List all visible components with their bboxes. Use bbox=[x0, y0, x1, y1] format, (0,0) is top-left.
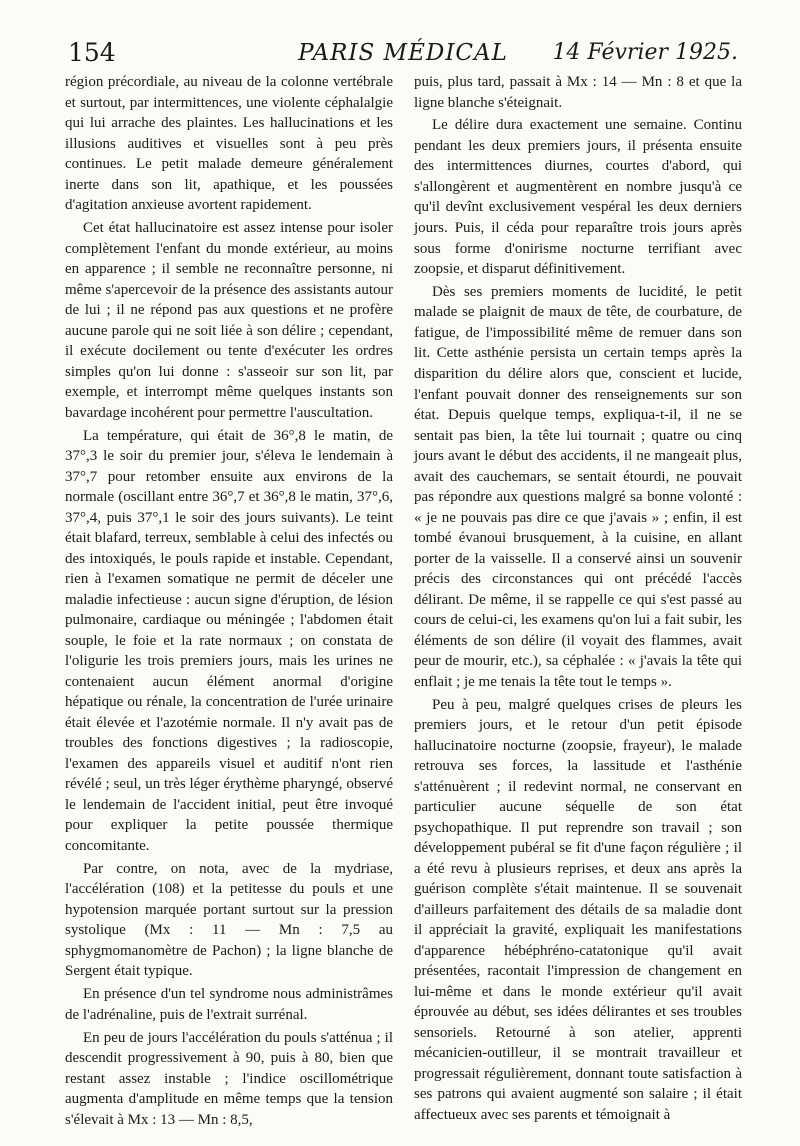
left-column bbox=[65, 72, 393, 1133]
paragraph: puis, plus tard, passait à Mx : 14 — Mn : 8 et que la ligne blanche s'éteignait. bbox=[414, 74, 742, 111]
paragraph: Le délire dura exactement une semaine. Continu pendant les deux premiers jours, il présenta ensuite des intermittences diurnes, courtes d'abord, qui s'allongèrent et augmentèrent en nombre jusqu'à ce qu'il devînt exclusivement vespéral les deux derniers jours. Puis, il céda pour reparaître trois jours après sous forme d'onirisme nocturne terrifiant avec zoopsie, et disparut définitivement. bbox=[414, 117, 742, 278]
paragraph: Par contre, on nota, avec de la mydriase, l'accélération (108) et la petitesse du pouls et une hypotension marquée portant surtout sur la pression systolique (Mx : 11 — Mn : 7,5 au sphygmomanomètre de Pachon) ; la ligne blanche de Sergent était typique. bbox=[65, 860, 393, 980]
paragraph: Peu à peu, malgré quelques crises de pleurs les premiers jours, et le retour d'un petit épisode hallucinatoire nocturne (zoopsie, frayeur), le malade retrouva ses forces, la lassitude et l'asthénie s'atténuèrent ; il redevint normal, ne conservant en particulier aucune séquelle de son état psychopathique. Il put reprendre son travail ; son développement pubéral se fit d'une façon régulière ; il a été revu à plusieurs reprises, et deux ans après la guérison complète s'était maintenue. Il se souvenait d'ailleurs parfaitement des détails de sa maladie dont il appréciait la gravité, expliquait les manifestations d'apparence hébéphréno-catatonique qu'il avait présentées, racontait l'impression de changement en lui-même et dans le monde extérieur qu'il avait éprouvée au début, ses idées délirantes et ses troubles sensoriels. Retourné à son atelier, apprenti mécanicien-outilleur, il se montrait travailleur et progressait régulièrement, donnant toute satisfaction à ses patrons qui avaient augmenté son salaire ; il était affectueux avec ses parents et témoignait à bbox=[414, 696, 742, 1123]
paragraph: En présence d'un tel syndrome nous administrâmes de l'adrénaline, puis de l'extrait surrénal. bbox=[65, 986, 393, 1023]
journal-title: PARIS MÉDICAL bbox=[298, 40, 508, 66]
paragraph: En peu de jours l'accélération du pouls s'atténua ; il descendit progressivement à 90, puis à 80, bien que restant assez instable ; l'indice oscillométrique augmenta d'amplitude en même temps que la tension s'élevait à Mx : 13 — Mn : 8,5, bbox=[65, 1029, 393, 1128]
page-header bbox=[68, 38, 738, 68]
paragraph: Cet état hallucinatoire est assez intense pour isoler complètement l'enfant du monde extérieur, au moins en apparence ; il semble ne reconnaître personne, ni même s'apercevoir de la présence des assistants autour de lui ; il ne répond pas aux questions et ne profère aucune parole qui ne soit liée à son délire ; cependant, il exécute docilement ou tente d'exécuter les ordres simples qu'on lui donne : s'asseoir sur son lit, par exemple, et interrompt même quelques instants son bavardage incohérent pour permettre l'auscultation. bbox=[65, 220, 393, 421]
paragraph: Dès ses premiers moments de lucidité, le petit malade se plaignit de maux de tête, de courbature, de fatigue, de l'impossibilité même de remuer dans son lit. Cette asthénie persista un certain temps après la disparition du délire alors que, conscient et lucide, l'enfant pouvait donner des renseignements sur son état. Depuis quelque temps, expliqua-t-il, il ne se sentait pas bien, la tête lui tournait ; quatre ou cinq jours avant le début des accidents, il ne mangeait plus, avait des cauchemars, se sentait étourdi, ne pouvait pas répondre aux questions malgré sa bonne volonté : « je ne pouvais pas dire ce que j'avais » ; enfin, il est tombé évanoui brusquement, à la cuisine, en allant porter de la vaisselle. Il a conservé ainsi un souvenir précis des circonstances qui ont précédé l'accès délirant. De même, il se rappelle ce qui s'est passé au cours de celui-ci, les examens qu'on lui a fait subir, les éléments de son délire (il voyait des flammes, avait peur de mourir, etc.), sa céphalée : « j'avais la tête qui enflait ; je me tenais la tête tout le temps ». bbox=[414, 283, 742, 690]
issue-date: 14 Février 1925. bbox=[552, 40, 738, 65]
paragraph: région précordiale, au niveau de la colonne vertébrale et surtout, par intermittences, une violente céphalalgie qui lui arrache des plaintes. Les hallucinations et les illusions auditives et visuelles sont à peu près continues. Le petit malade demeure généralement inerte dans son lit, apathique, et les poussées d'agitation anxieuse avortent rapidement. bbox=[65, 74, 393, 214]
page-number: 154 bbox=[68, 38, 116, 67]
paragraph: La température, qui était de 36°,8 le matin, de 37°,3 le soir du premier jour, s'éleva le lendemain à 37°,7 pour retomber ensuite aux environs de la normale (oscillant entre 36°,7 et 36°,8 le matin, 37°,6, 37°,4, puis 37°,1 le soir des jours suivants). Le teint était blafard, terreux, semblable à celui des infectés ou des intoxiqués, le pouls rapide et instable. Cependant, rien à l'examen somatique ne permit de déceler une maladie infectieuse : aucun signe d'éruption, de lésion pulmonaire, cardiaque ou méningée ; l'abdomen était souple, le foie et la rate normaux ; on constata de l'oligurie les trois premiers jours, mais les urines ne contenaient aucun élément anormal d'origine hépatique ou rénale, la concentration de l'urée urinaire était élevée et l'azotémie normale. Il n'y avait pas de troubles des fonctions digestives ; la radioscopie, l'examen des appareils visuel et auditif n'ont rien révélé ; seul, un très léger érythème pharyngé, observé le lendemain de l'accident initial, peut être invoqué pour expliquer la petite poussée thermique concomitante. bbox=[65, 427, 393, 854]
right-column bbox=[414, 72, 742, 1128]
